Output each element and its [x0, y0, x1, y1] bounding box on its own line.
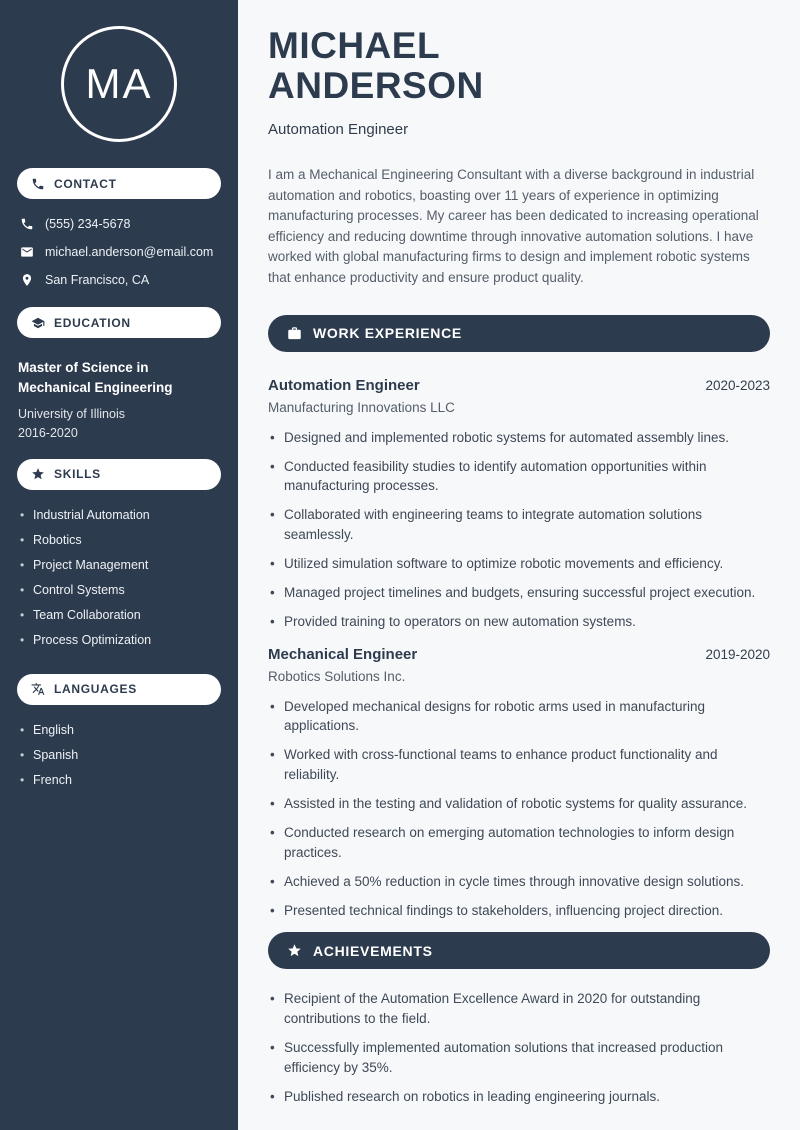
candidate-first-name: MICHAEL — [268, 25, 441, 66]
education-school: University of Illinois — [18, 407, 125, 422]
candidate-job-title: Automation Engineer — [268, 120, 409, 138]
skill-item: • Process Optimization — [20, 633, 220, 647]
work-experience-section-header — [268, 315, 770, 352]
job-bullet-list — [268, 697, 770, 921]
languages-list — [0, 721, 238, 808]
work-experience-title: WORK EXPERIENCE — [313, 325, 462, 342]
education-years: 2016-2020 — [18, 425, 78, 440]
job-header — [268, 646, 770, 663]
summary-paragraph: I am a Mechanical Engineering Consultant with a diverse background in industrial automation and robotics, boasting over 11 years of experience in optimizing manufacturing processes. My career has been dedicated to increasing operational efficiency and reducing downtime through innovative automation solutions. I have worked with global manufacturing firms to design and implement robotic systems that enhance productivity and ensure product quality. — [268, 166, 759, 286]
job-company: Manufacturing Innovations LLC — [268, 399, 455, 415]
contact-section-header — [17, 168, 221, 199]
contact-location-row — [20, 273, 220, 287]
contact-phone: (555) 234-5678 — [45, 217, 131, 231]
graduation-cap-icon — [31, 316, 45, 330]
skill-item: • Control Systems — [20, 583, 220, 597]
education-title: EDUCATION — [54, 315, 131, 330]
bullet-item: • Published research on robotics in leading engineering journals. — [268, 1087, 770, 1107]
candidate-name — [268, 26, 770, 106]
bullet-item: • Developed mechanical designs for robotic arms used in manufacturing applications. — [268, 697, 770, 736]
bullet-item: • Conducted feasibility studies to identify automation opportunities within manufacturing processes. — [268, 457, 770, 496]
avatar-initials: MA — [85, 60, 153, 107]
bullet-item: • Provided training to operators on new automation systems. — [268, 612, 770, 632]
job-years: 2019-2020 — [705, 646, 770, 662]
skills-title: SKILLS — [54, 467, 101, 482]
contact-email-row — [20, 245, 220, 259]
bullet-item: • Conducted research on emerging automation technologies to inform design practices. — [268, 823, 770, 862]
skill-item: • Project Management — [20, 558, 220, 572]
phone-icon — [20, 217, 34, 231]
contact-email: michael.anderson@email.com — [45, 245, 214, 259]
education-degree: Master of Science in Mechanical Engineering — [18, 360, 173, 395]
job-years: 2020-2023 — [705, 377, 770, 393]
skills-section-header — [17, 459, 221, 490]
main-content — [238, 0, 800, 1130]
bullet-item: • Managed project timelines and budgets, ensuring successful project execution. — [268, 583, 770, 603]
star-icon — [31, 467, 45, 481]
bullet-item: • Assisted in the testing and validation of robotic systems for quality assurance. — [268, 794, 770, 814]
education-block — [0, 354, 238, 453]
languages-section-header — [17, 674, 221, 705]
bullet-item: • Achieved a 50% reduction in cycle times through innovative design solutions. — [268, 872, 770, 892]
achievements-bullet-list — [268, 989, 770, 1106]
skill-item: • Team Collaboration — [20, 608, 220, 622]
phone-icon — [31, 177, 45, 191]
language-item: • French — [20, 773, 220, 787]
star-icon — [287, 943, 302, 958]
bullet-item: • Successfully implemented automation solutions that increased production efficiency by 35%. — [268, 1038, 770, 1077]
languages-title: LANGUAGES — [54, 682, 137, 697]
contact-title: CONTACT — [54, 176, 117, 191]
language-item: • English — [20, 723, 220, 737]
achievements-title: ACHIEVEMENTS — [313, 942, 433, 959]
contact-list — [0, 215, 238, 307]
bullet-item: • Designed and implemented robotic systems for automated assembly lines. — [268, 428, 770, 448]
bullet-item: • Presented technical findings to stakeholders, influencing project direction. — [268, 901, 770, 921]
bullet-item: • Recipient of the Automation Excellence Award in 2020 for outstanding contributions to the field. — [268, 989, 770, 1028]
skills-list — [0, 506, 238, 668]
bullet-item: • Collaborated with engineering teams to integrate automation solutions seamlessly. — [268, 505, 770, 544]
briefcase-icon — [287, 326, 302, 341]
candidate-last-name: ANDERSON — [268, 64, 484, 106]
email-icon — [20, 245, 34, 259]
avatar-wrap — [0, 26, 238, 142]
contact-phone-row — [20, 217, 220, 231]
translate-icon — [31, 682, 45, 696]
skill-item: • Robotics — [20, 533, 220, 547]
location-pin-icon — [20, 273, 34, 287]
job-role: Automation Engineer — [268, 376, 420, 394]
job-header — [268, 377, 770, 394]
language-item: • Spanish — [20, 748, 220, 762]
contact-location: San Francisco, CA — [45, 273, 150, 287]
job-bullet-list — [268, 428, 770, 632]
avatar — [61, 26, 177, 142]
sidebar — [0, 0, 238, 1130]
bullet-item: • Worked with cross-functional teams to enhance product functionality and reliability. — [268, 745, 770, 784]
achievements-section-header — [268, 932, 770, 969]
job-company: Robotics Solutions Inc. — [268, 668, 406, 684]
bullet-item: • Utilized simulation software to optimize robotic movements and efficiency. — [268, 554, 770, 574]
education-section-header — [17, 307, 221, 338]
skill-item: • Industrial Automation — [20, 508, 220, 522]
job-role: Mechanical Engineer — [268, 645, 418, 663]
